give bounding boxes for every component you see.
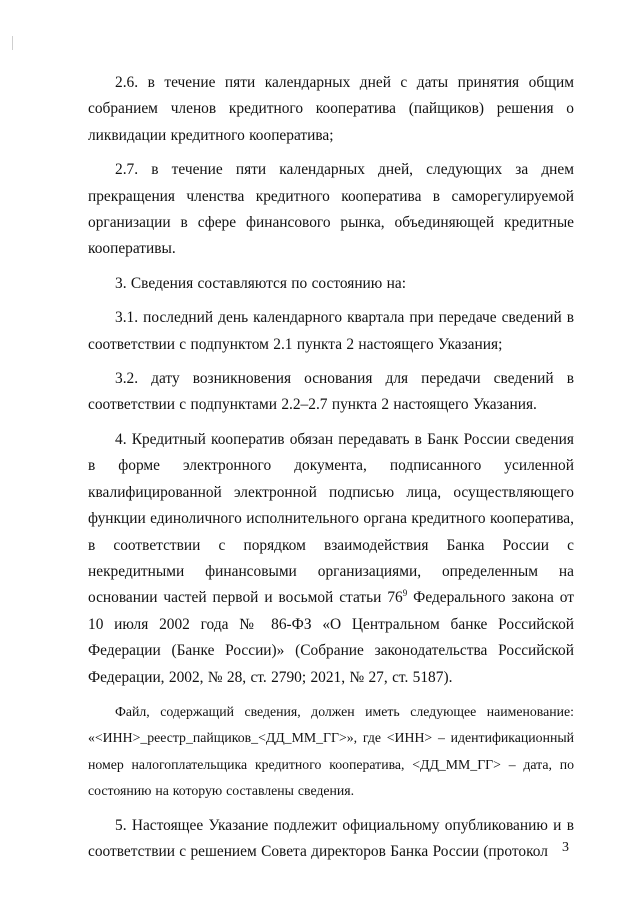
paragraph-4-text-end: Федерального закона от 10 июля 2002 года № 86-ФЗ «О Центральном банке Российской Федерации (Банке России)» (Собрание законодательства Российской Федерации, 2002, № 28, ст. 2790; 2021, № 27, ст. 5187).: [88, 589, 575, 686]
page-number: 3: [562, 840, 569, 855]
scan-margin-mark: [12, 36, 13, 50]
document-body: [88, 70, 574, 873]
paragraph-3-1: 3.1. последний день календарного квартала при передаче сведений в соответствии с подпунктом 2.1 пункта 2 настоящего Указания;: [88, 309, 574, 353]
paragraph-3: 3. Сведения составляются по состоянию на:: [115, 274, 406, 292]
paragraph-4: [88, 427, 574, 691]
paragraph-5: 5. Настоящее Указание подлежит официальному опубликованию и в соответствии с решением Совета директоров Банка России (протокол: [88, 816, 574, 860]
paragraph-2-6: 2.6. в течение пяти календарных дней с даты принятия общим собранием членов кредитного кооператива (пайщиков) решения о ликвидации кредитного кооператива;: [88, 74, 574, 144]
paragraph-3-2: 3.2. дату возникновения основания для передачи сведений в соответствии с подпунктами 2.2–2.7 пункта 2 настоящего Указания.: [88, 370, 574, 414]
file-name-paragraph: Файл, содержащий сведения, должен иметь следующее наименование: «<ИНН>_реестр_пайщиков_<ДД_ММ_ГГ>», где <ИНН> – идентификационный номер налогоплательщика кредитного кооператива, <ДД_ММ_ГГ> – дата, по состоянию на которую составлены сведения.: [88, 703, 574, 799]
paragraph-4-text-start: 4. Кредитный кооператив обязан передавать в Банк России сведения в форме электронного документа, подписанного усиленной квалифицированной электронной подписью лица, осуществляющего функции единоличного исполнительного органа кредитного кооператива, в соответствии с порядком взаимодействия Банка России с некредитными финансовыми организациями, определенным на основании частей первой и восьмой статьи 76: [88, 430, 574, 607]
paragraph-2-7: 2.7. в течение пяти календарных дней, следующих за днем прекращения членства кредитного кооператива в саморегулируемой организации в сфере финансового рынка, объединяющей кредитные кооперативы.: [88, 161, 574, 258]
article-superscript: 9: [402, 588, 408, 599]
